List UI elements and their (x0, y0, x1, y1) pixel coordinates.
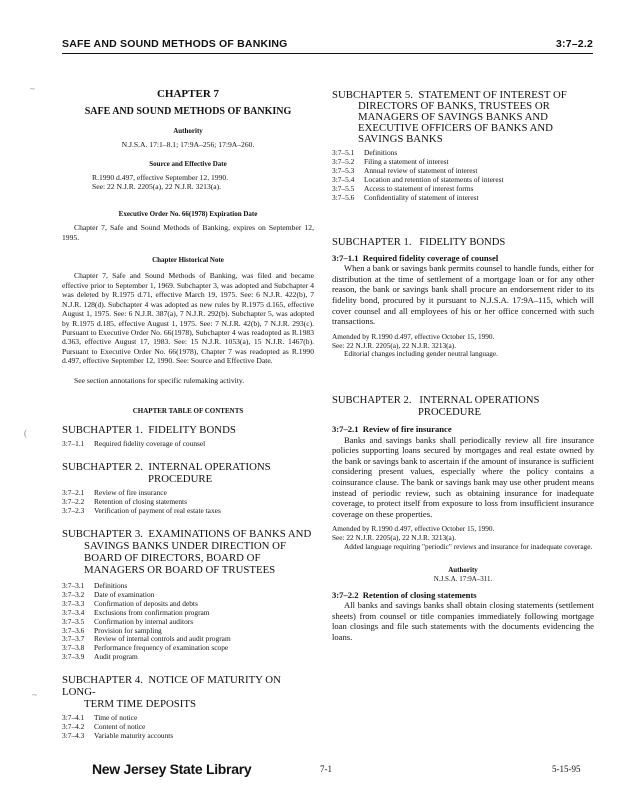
source-line: See: 22 N.J.R. 2205(a), 22 N.J.R. 3213(a). (92, 182, 222, 192)
subchapter-title: EXAMINATIONS OF BANKS AND (148, 527, 312, 540)
toc-subchapter-3 (62, 528, 314, 576)
chapter-number: CHAPTER 7 (156, 88, 220, 100)
header-section: 3:7–2.2 (555, 38, 593, 50)
toc-subchapter-2 (62, 461, 314, 485)
library-stamp: New Jersey State Library (92, 761, 252, 777)
toc-item[interactable]: 3:7–5.2 Filing a statement of interest (332, 156, 449, 166)
section-title: Retention of closing statements (362, 589, 477, 600)
toc-item[interactable]: 3:7–3.4 Exclusions from confirmation program (62, 607, 210, 617)
toc-item[interactable]: 3:7–1.1 Required fidelity coverage of counsel (62, 439, 206, 449)
toc-item[interactable]: 3:7–3.6 Provision for sampling (62, 625, 162, 635)
scan-mark: ~ (30, 84, 35, 94)
header-rule (62, 53, 593, 54)
header-title: SAFE AND SOUND METHODS OF BANKING (62, 38, 288, 50)
source-heading: Source and Effective Date (149, 159, 227, 168)
amendment-note: Added language requiring "periodic" reviews and insurance for inadequate coverage. (344, 541, 593, 551)
toc-item[interactable]: 3:7–3.2 Date of examination (62, 589, 155, 599)
section-title: Review of fire insurance (362, 424, 452, 435)
subchapter-title-cont: SAVINGS BANKS UNDER DIRECTION OF BOARD OF DIRECTORS, BOARD OF MANAGERS OR BOARD OF TRUSTEES (84, 539, 286, 576)
amendment-note: See: 22 N.J.R. 2205(a), 22 N.J.R. 3213(a). (332, 340, 457, 350)
subchapter-title-cont: PROCEDURE (148, 473, 213, 486)
chapter-title: SAFE AND SOUND METHODS OF BANKING (84, 106, 292, 118)
scan-mark: ~ (32, 690, 37, 700)
toc-item[interactable]: 3:7–3.5 Confirmation by internal auditors (62, 616, 194, 626)
toc-list-5 (332, 149, 594, 202)
subchapter-label: SUBCHAPTER 5. (332, 89, 413, 101)
hole-punch-mark: ( (24, 428, 27, 438)
amendment-note: Amended by R.1990 d.497, effective October 15, 1990. (332, 331, 495, 341)
subchapter-label: SUBCHAPTER 4. (62, 674, 143, 687)
toc-item[interactable]: 3:7–2.3 Verification of payment of real estate taxes (62, 506, 221, 516)
left-column (62, 64, 314, 741)
historical-note-text: Chapter 7, Safe and Sound Methods of Banking, was filed and became effective prior to September 1, 1969. Subchapter 3, was adopted and Subchapter 4 was deleted by R.1975 d.71, effective March 19, 1975. See: 6 N.J.R. 422(b), 7 N.J.R. 128(d). Subchapter 4 was adopted as new rules by R.1975 d.165, effective August 1, 1975. See: 6 N.J.R. 387(a), 7 N.J.R. 292(b). Subchapter 5, was adopted by R.1975 d.185, effective August 1, 1975. See: 7 N.J.R. 42(b), 7 N.J.R. 293(c). Pursuant to Executive Order No. 66(1978), Subchapter 4 was readopted as R.1983 d.363, effective August 17, 1983. See: 15 N.J.R. 1053(a), 15 N.J.R. 1467(b). Pursuant to Executive Order No. 66(1978), Chapter 7 was readopted as R.1990 d.497, effective September 12, 1990. See: Source and Effective Date. (62, 271, 314, 366)
toc-list-4 (62, 714, 314, 741)
toc-item[interactable]: 3:7–2.2 Retention of closing statements (62, 497, 187, 507)
section-title: Required fidelity coverage of counsel (362, 252, 499, 263)
subchapter-title: INTERNAL OPERATIONS (148, 461, 271, 474)
subchapter-title-cont: TERM TIME DEPOSITS (84, 698, 196, 711)
toc-heading: CHAPTER TABLE OF CONTENTS (132, 406, 244, 415)
toc-item[interactable]: 3:7–5.6 Confidentiality of statement of interest (332, 192, 479, 202)
amendment-note: Amended by R.1990 d.497, effective October 15, 1990. (332, 524, 495, 534)
toc-list-2 (62, 489, 314, 516)
subchapter-title: NOTICE OF MATURITY ON LONG- (62, 674, 281, 699)
supplement-date: 5-15-95 (552, 764, 581, 774)
section-number: 3:7–2.2 (332, 589, 359, 600)
source-line: R.1990 d.497, effective September 12, 1990. (92, 173, 229, 183)
toc-item[interactable]: 3:7–5.3 Annual review of statement of interest (332, 165, 478, 175)
section-3-7-1-1-body: When a bank or savings bank permits counsel to handle funds, either for distribution at the time of settlement of a mortgage loan or for any other reason, the bank or savings bank shall procure an endorsement rider to its fidelity bond, procured by it pursuant to N.J.S.A. 17:9A–115, which will cover counsel and all employees of his or her office concerned with such transactions. (332, 263, 594, 327)
toc-subchapter-5 (332, 90, 594, 145)
toc-subchapter-1 (62, 424, 314, 436)
toc-item[interactable]: 3:7–2.1 Review of fire insurance (62, 488, 167, 498)
toc-item[interactable]: 3:7–4.3 Variable maturity accounts (62, 730, 174, 740)
toc-item[interactable]: 3:7–3.8 Performance frequency of examination scope (62, 643, 229, 653)
toc-item[interactable]: 3:7–4.1 Time of notice (62, 713, 138, 723)
toc-subchapter-4 (62, 674, 314, 710)
section-3-7-2-1-body: Banks and savings banks shall periodically review all fire insurance policies supporting loans secured by mortgages and real estate owned by the bank or savings bank to ascertain if the amount of insurance is sufficient considering present values, especially where the policy contains a coinsurance clause. The bank or savings bank may use other prudent means instead of periodic review, such as obtaining insurance for inadequate coverage, to protect itself from exposure to loss from insufficient insurance coverage on these properties. (332, 434, 594, 519)
section-3-7-2-1-heading (332, 425, 594, 434)
toc-item[interactable]: 3:7–3.1 Definitions (62, 580, 128, 590)
exec-order-text: Chapter 7, Safe and Sound Methods of Banking, expires on September 12, 1995. (62, 223, 314, 242)
see-annotations: See section annotations for specific rulemaking activity. (74, 375, 245, 385)
subchapter-2-heading (332, 395, 594, 419)
subchapter-title: STATEMENT OF INTEREST OF (418, 89, 567, 101)
historical-note-heading: Chapter Historical Note (152, 256, 224, 265)
amendment-note: See: 22 N.J.R. 2205(a), 22 N.J.R. 3213(a). (332, 533, 457, 543)
authority-heading: Authority (173, 126, 203, 135)
exec-order-heading: Executive Order No. 66(1978) Expiration Date (118, 209, 258, 218)
section-3-7-2-2-heading (332, 591, 594, 600)
authority-text: N.J.S.A. 17:9A–311. (433, 575, 493, 584)
toc-item[interactable]: 3:7–3.7 Review of internal controls and audit program (62, 634, 231, 644)
subchapter-1-heading: SUBCHAPTER 1. FIDELITY BONDS (332, 237, 506, 249)
subchapter-title: FIDELITY BONDS (148, 424, 236, 437)
section-3-7-2-2-body: All banks and savings banks shall obtain closing statements (settlement sheets) from counsel or title companies immediately following mortgage loan closings and file such statements with the documents evidencing the loans. (332, 599, 594, 642)
subchapter-2-title: SUBCHAPTER 2. INTERNAL OPERATIONS (332, 395, 540, 407)
subchapter-label: SUBCHAPTER 1. (62, 424, 143, 437)
toc-item[interactable]: 3:7–3.9 Audit program (62, 652, 138, 662)
authority-heading: Authority (448, 565, 478, 574)
subchapter-2-title-cont: PROCEDURE (418, 407, 481, 419)
subchapter-label: SUBCHAPTER 2. (62, 461, 143, 474)
toc-item[interactable]: 3:7–5.4 Location and retention of statements of interest (332, 174, 504, 184)
right-column (332, 64, 594, 642)
toc-item[interactable]: 3:7–4.2 Content of notice (62, 722, 146, 732)
subchapter-title-cont: DIRECTORS OF BANKS, TRUSTEES OR MANAGERS OF SAVINGS BANKS AND EXECUTIVE OFFICERS OF BANKS AND SAVINGS BANKS (358, 100, 553, 145)
amendment-note: Editorial changes including gender neutral language. (344, 349, 498, 359)
toc-list-1 (62, 440, 314, 449)
toc-item[interactable]: 3:7–5.1 Definitions (332, 148, 398, 157)
toc-item[interactable]: 3:7–3.3 Confirmation of deposits and debts (62, 598, 198, 608)
page-number: 7-1 (320, 764, 332, 774)
subchapter-label: SUBCHAPTER 3. (62, 527, 143, 540)
section-number: 3:7–2.1 (332, 424, 359, 435)
toc-list-3 (62, 582, 314, 662)
section-3-7-1-1-heading (332, 254, 594, 263)
toc-item[interactable]: 3:7–5.5 Access to statement of interest forms (332, 183, 474, 193)
section-number: 3:7–1.1 (332, 252, 359, 263)
authority-text: N.J.S.A. 17:1–8.1; 17:9A–256; 17:9A–260. (121, 140, 255, 150)
